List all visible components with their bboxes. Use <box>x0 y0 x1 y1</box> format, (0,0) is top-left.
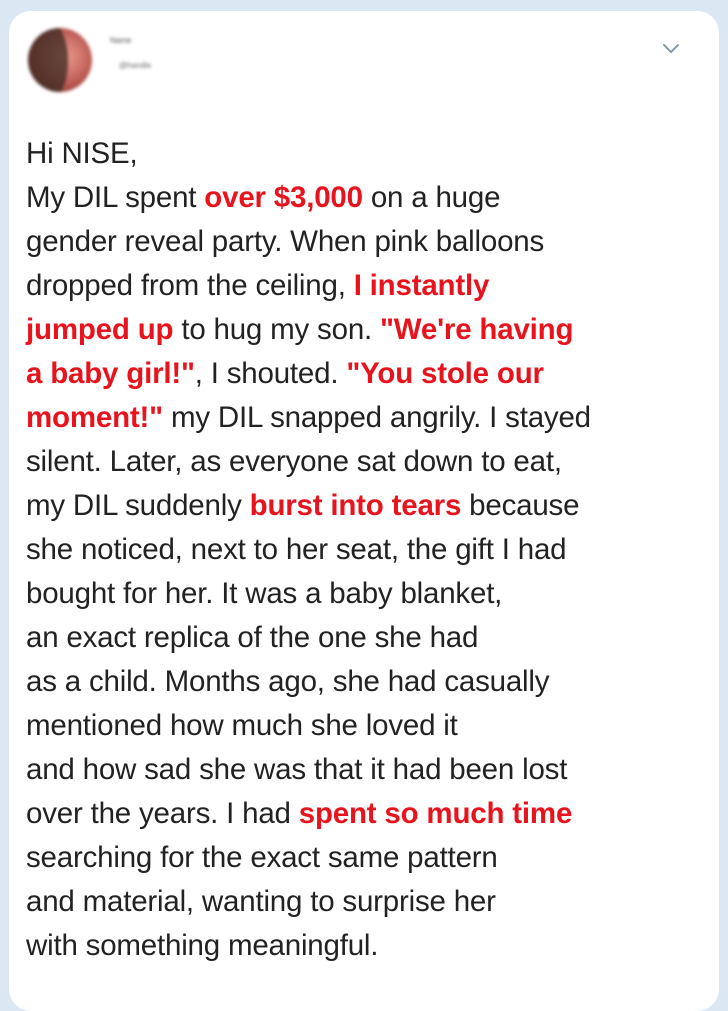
tweet-text-segment: and material, wanting to surprise her <box>26 885 496 918</box>
tweet-line <box>26 308 706 352</box>
tweet-text-segment: because <box>461 489 580 522</box>
tweet-text-segment: searching for the exact same pattern <box>26 841 498 874</box>
chevron-down-icon[interactable] <box>657 35 685 63</box>
tweet-line <box>26 264 706 308</box>
highlighted-text: over $3,000 <box>204 181 363 214</box>
tweet-text-segment: over the years. I had <box>26 797 299 830</box>
tweet-text-segment: she noticed, next to her seat, the gift I had <box>26 533 567 566</box>
tweet-line <box>26 924 706 968</box>
tweet-line <box>26 220 706 264</box>
tweet-line <box>26 352 706 396</box>
tweet-text-segment: and how sad she was that it had been lost <box>26 753 568 786</box>
tweet-text-segment: my DIL suddenly <box>26 489 250 522</box>
tweet-text-segment: mentioned how much she loved it <box>26 709 458 742</box>
user-name-blurred[interactable]: Name <box>110 37 132 45</box>
tweet-text-segment: gender reveal party. When pink balloons <box>26 225 545 258</box>
avatar-blur-detail <box>28 28 68 92</box>
tweet-greeting: Hi NISE, <box>26 137 138 170</box>
tweet-line <box>26 880 706 924</box>
tweet-line <box>26 616 706 660</box>
tweet-text-segment: my DIL snapped angrily. I stayed <box>162 401 591 434</box>
avatar[interactable] <box>28 28 92 92</box>
tweet-line <box>26 440 706 484</box>
tweet-line <box>26 704 706 748</box>
tweet-text-segment: , I shouted. <box>194 357 347 390</box>
highlighted-text: spent so much time <box>298 797 573 830</box>
highlighted-text: "We're having <box>380 313 574 346</box>
tweet-text-segment: with something meaningful. <box>26 929 379 962</box>
tweet-line <box>26 176 706 220</box>
tweet-line <box>26 792 706 836</box>
tweet-line <box>26 660 706 704</box>
highlighted-text: a baby girl!" <box>26 357 195 390</box>
tweet-text-segment: an exact replica of the one she had <box>26 621 479 654</box>
tweet-line <box>26 396 706 440</box>
tweet-line <box>26 484 706 528</box>
highlighted-text: jumped up <box>26 313 174 346</box>
highlighted-text: I instantly <box>353 269 490 302</box>
tweet-text-segment: as a child. Months ago, she had casually <box>26 665 550 698</box>
tweet-text-segment: silent. Later, as everyone sat down to eat, <box>26 445 562 478</box>
tweet-text-segment: bought for her. It was a baby blanket, <box>26 577 503 610</box>
highlighted-text: "You stole our <box>346 357 544 390</box>
tweet-text-segment: on a huge <box>362 181 501 214</box>
tweet-line <box>26 572 706 616</box>
tweet-line <box>26 748 706 792</box>
tweet-lines <box>26 176 706 968</box>
tweet-line <box>26 836 706 880</box>
user-handle-blurred: @handle <box>119 62 152 70</box>
highlighted-text: moment!" <box>26 401 163 434</box>
highlighted-text: burst into tears <box>249 489 462 522</box>
tweet-text-segment: dropped from the ceiling, <box>26 269 354 302</box>
tweet-text <box>26 132 706 968</box>
tweet-text-segment: to hug my son. <box>173 313 381 346</box>
tweet-line <box>26 528 706 572</box>
tweet-card <box>9 11 719 1011</box>
tweet-text-segment: My DIL spent <box>26 181 205 214</box>
